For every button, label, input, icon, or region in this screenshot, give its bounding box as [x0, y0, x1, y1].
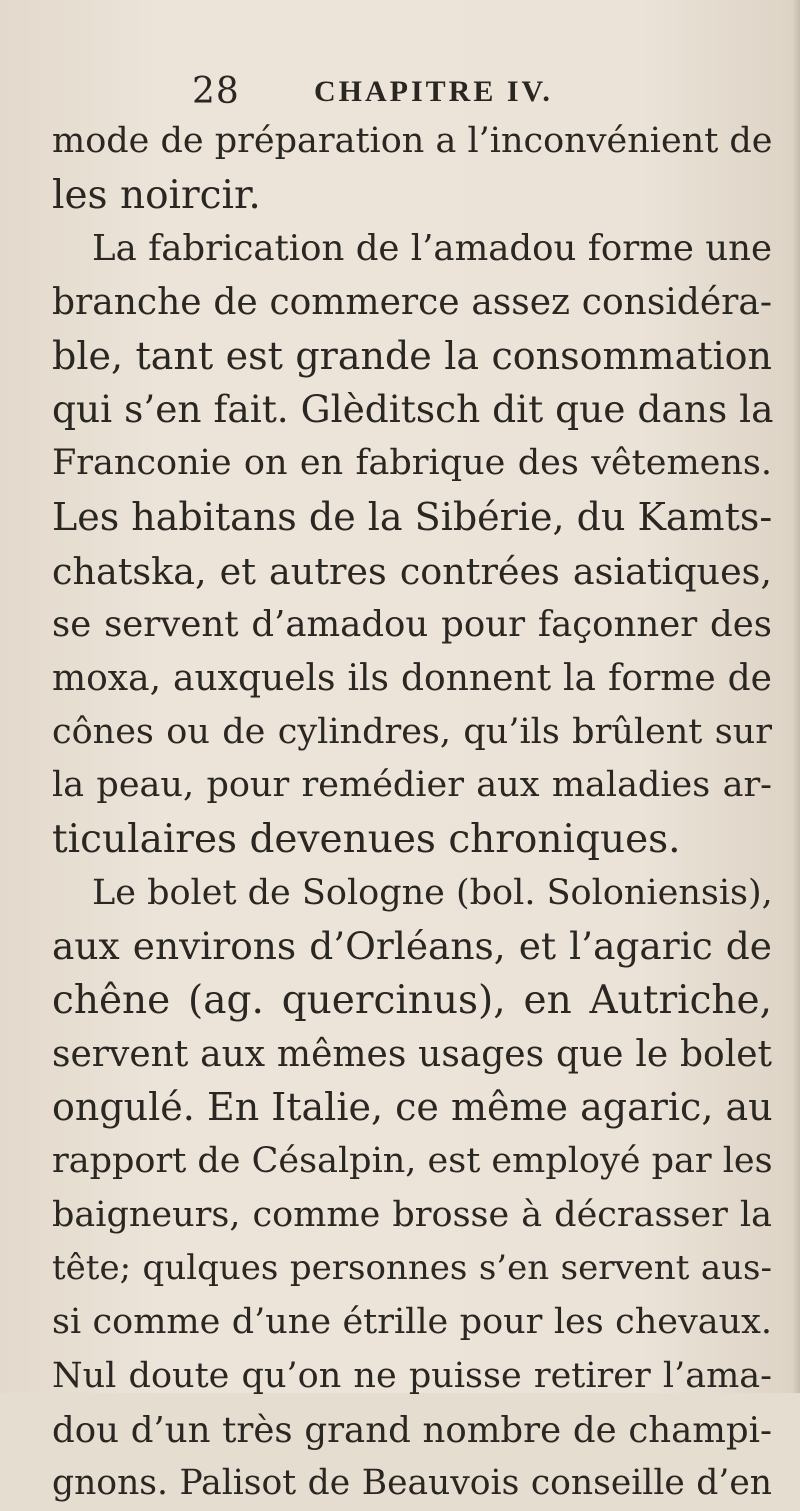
text-line: si comme d’une étrille pour les chevaux.	[52, 1302, 772, 1343]
text-line: la peau, pour remédier aux maladies ar-	[52, 765, 772, 806]
running-header	[192, 68, 612, 116]
page-edge-shadow	[792, 0, 800, 1393]
text-line: servent aux mêmes usages que le bolet	[52, 1033, 772, 1075]
chapter-title: CHAPITRE IV.	[314, 75, 553, 108]
text-line: baigneurs, comme brosse à décrasser la	[52, 1194, 772, 1235]
text-line: cônes ou de cylindres, qu’ils brûlent sur	[52, 711, 772, 752]
text-line: gnons. Palisot de Beauvois conseille d’en	[52, 1463, 772, 1504]
paragraph-start-line: La fabrication de l’amadou forme une	[92, 228, 772, 270]
text-line: aux environs d’Orléans, et l’agaric de	[52, 924, 772, 969]
text-line: ble, tant est grande la consommation	[52, 333, 772, 378]
text-line: qui s’en fait. Glèditsch dit que dans la	[52, 387, 774, 432]
text-line: dou d’un très grand nombre de champi-	[52, 1409, 772, 1451]
text-line: chatska, et autres contrées asiatiques,	[52, 549, 772, 593]
text-line: branche de commerce assez considéra-	[52, 282, 772, 324]
text-line: Franconie on en fabrique des vêtemens.	[52, 443, 772, 484]
text-line: moxa, auxquels ils donnent la forme de	[52, 657, 772, 699]
page-number: 28	[192, 71, 240, 112]
text-line: ticulaires devenues chroniques.	[52, 816, 681, 862]
text-line: tête; qulques personnes s’en servent aus-	[52, 1248, 772, 1289]
text-line: Les habitans de la Sibérie, du Kamts-	[52, 494, 773, 539]
text-line: chêne (ag. quercinus), en Autriche,	[52, 978, 772, 1023]
text-line: Nul doute qu’on ne puisse retirer l’ama-	[52, 1355, 772, 1396]
text-line: les noircir.	[52, 172, 261, 218]
paragraph-start-line: Le bolet de Sologne (bol. Soloniensis),	[92, 872, 773, 913]
body-text	[52, 115, 772, 1511]
text-line: se servent d’amadou pour façonner des	[52, 604, 772, 646]
text-line: rapport de Césalpin, est employé par les	[52, 1141, 773, 1182]
text-line: mode de préparation a l’inconvénient de	[52, 121, 773, 161]
text-line: ongulé. En Italie, ce même agaric, au	[52, 1085, 773, 1130]
